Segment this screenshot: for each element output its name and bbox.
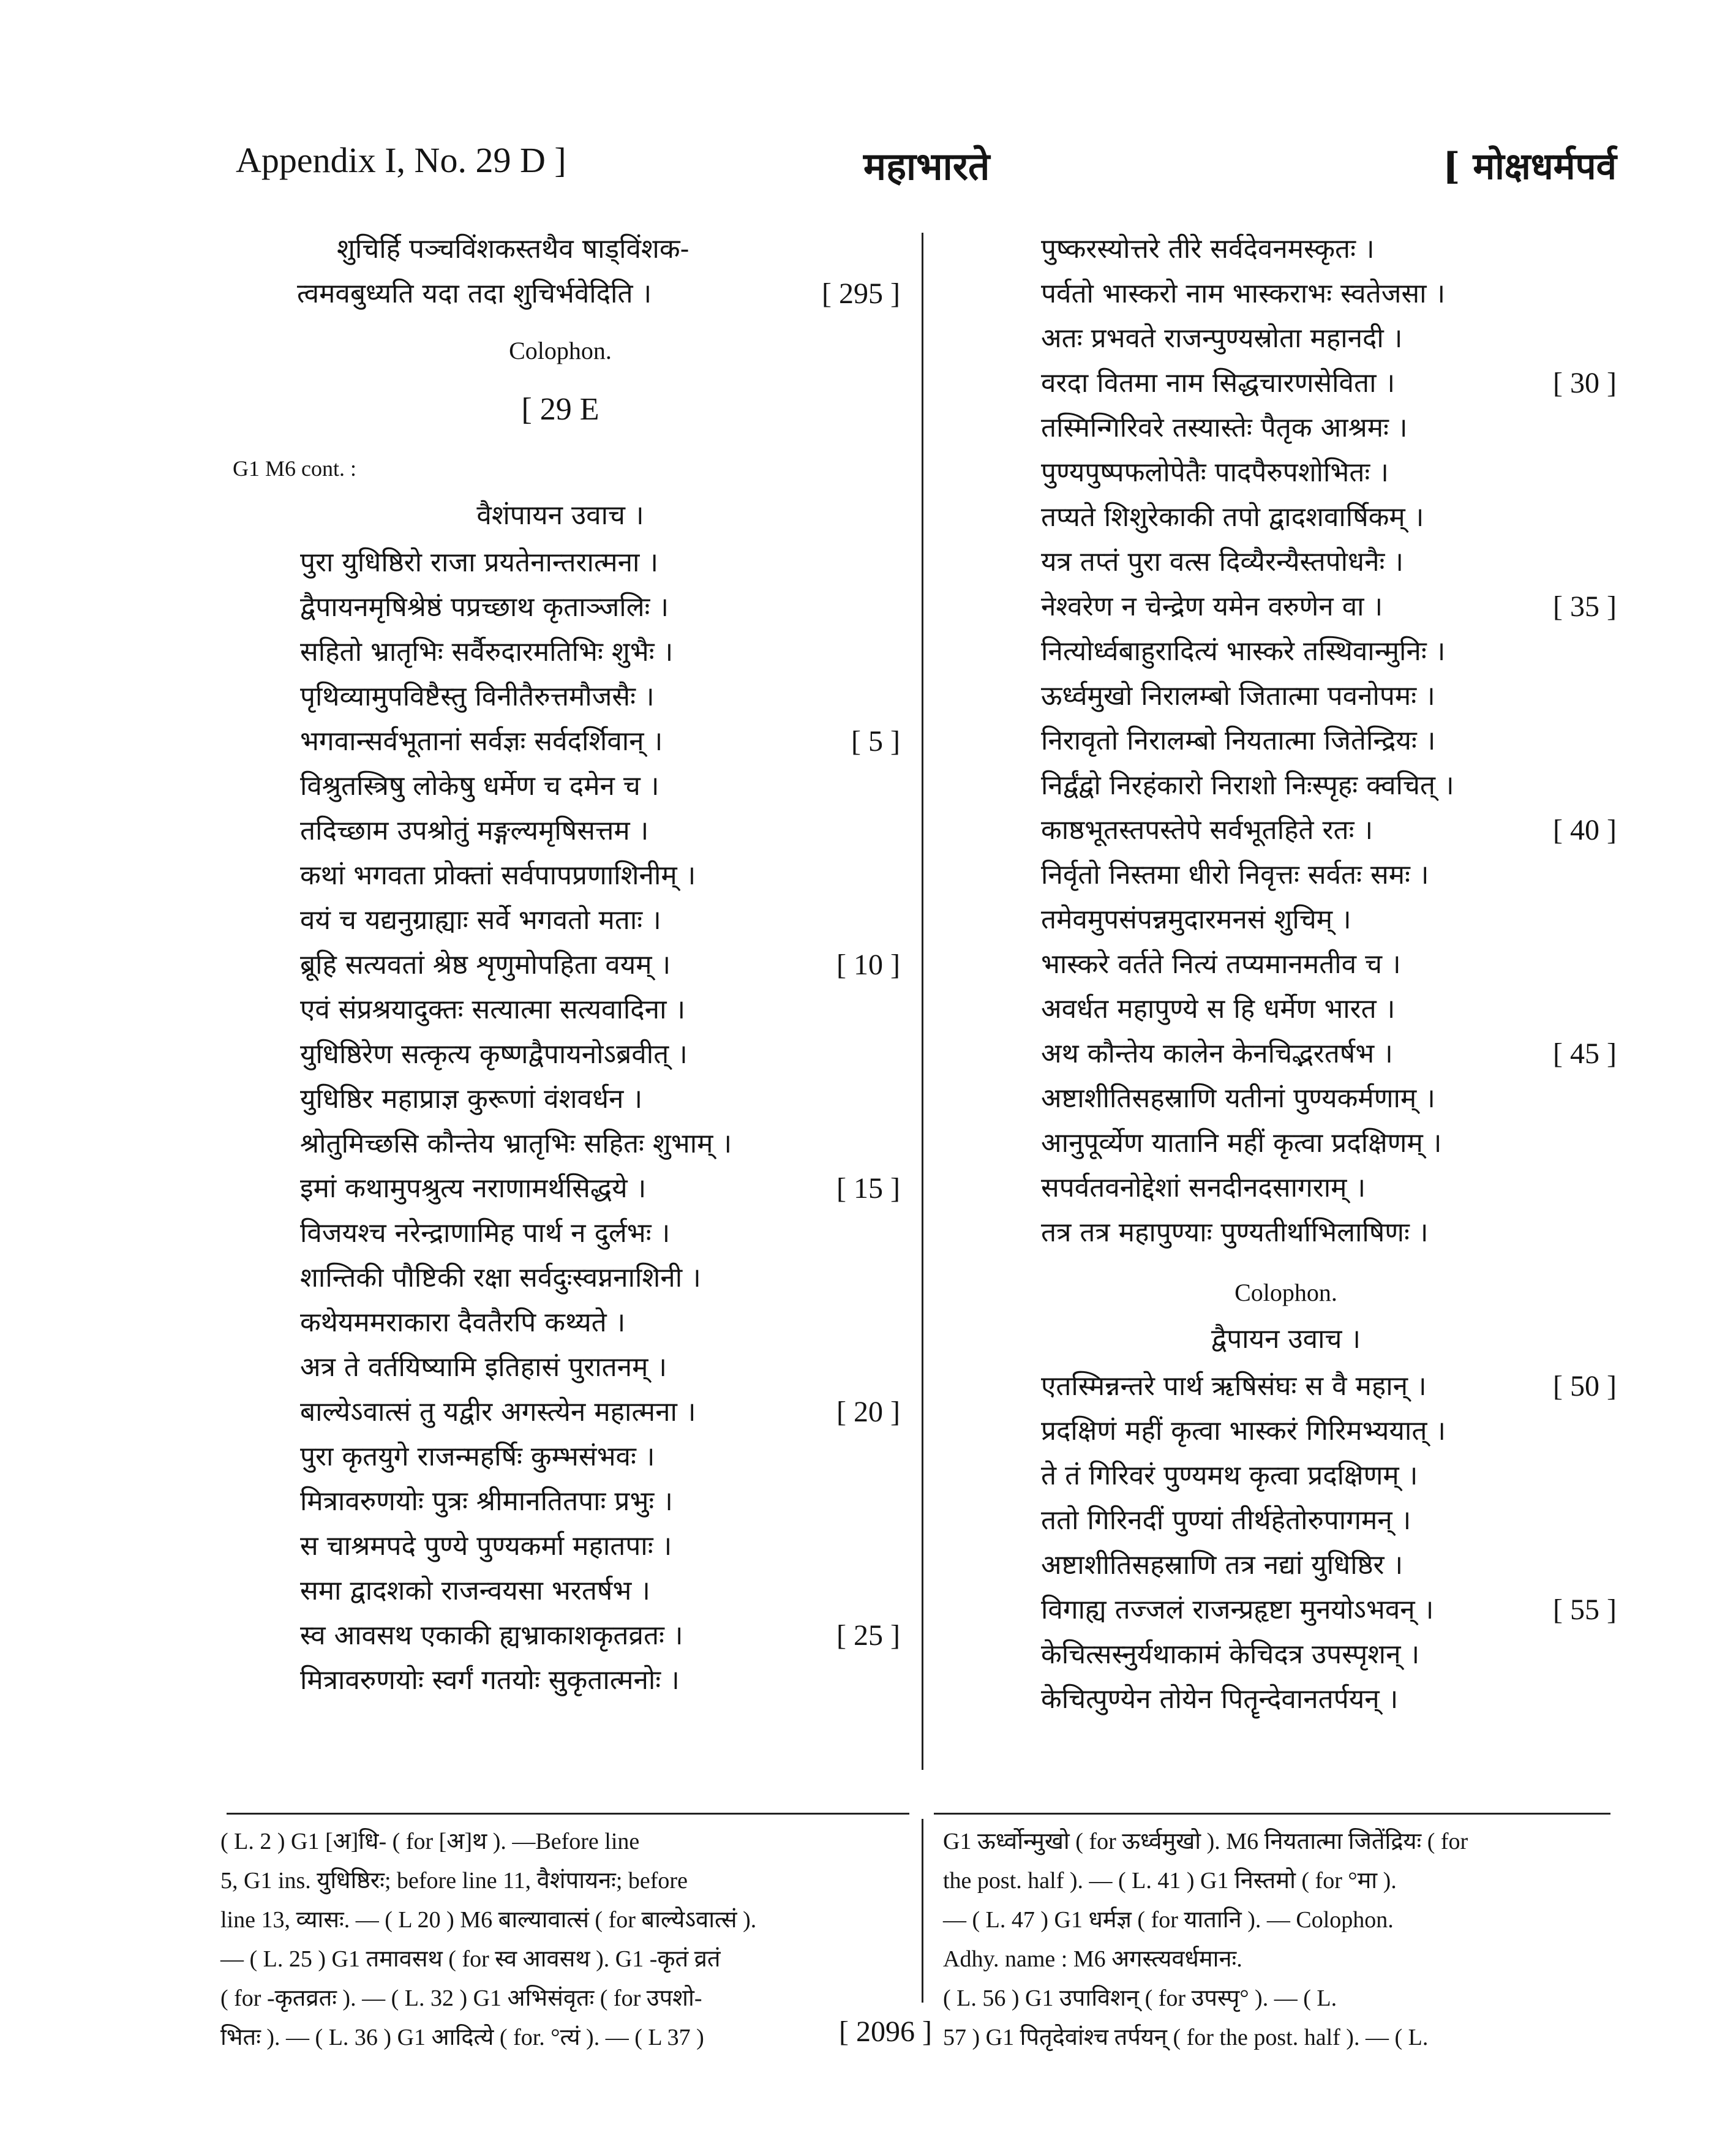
verse-line bbox=[220, 1479, 900, 1524]
verse-text: विजयश्च नरेन्द्राणामिह पार्थ न दुर्लभः । bbox=[300, 1217, 671, 1249]
verse-text: कथेयममराकारा दैवतैरपि कथ्यते । bbox=[300, 1307, 626, 1338]
verse-line bbox=[220, 1121, 900, 1166]
verse-number: [ 55 ] bbox=[1553, 1594, 1617, 1626]
footnote-line: — ( L. 47 ) G1 धर्मज्ञ ( for यातानि ). — Colophon. bbox=[943, 1907, 1394, 1933]
verse-text: अत्र ते वर्तयिष्यामि इतिहासं पुरातनम् । bbox=[300, 1352, 667, 1383]
colophon-label: Colophon. bbox=[1234, 1279, 1337, 1306]
verse-line bbox=[955, 227, 1617, 271]
verse-line bbox=[955, 1677, 1617, 1721]
header-title: महाभारते bbox=[863, 144, 990, 189]
verse-line bbox=[955, 1210, 1617, 1255]
footnote-line: ( L. 56 ) G1 उपाविशन् ( for उपस्पृ° ). — ( L. bbox=[943, 1985, 1337, 2011]
verse-line bbox=[220, 1434, 900, 1479]
verse-text: निरावृतो निरालम्बो नियतात्मा जितेन्द्रियः । bbox=[1041, 725, 1436, 756]
verse-line bbox=[955, 1031, 1617, 1076]
verse-number: [ 15 ] bbox=[836, 1172, 900, 1205]
verse-text: तदिच्छाम उपश्रोतुं मङ्गल्यमृषिसत्तम । bbox=[300, 815, 649, 846]
verse-text: भगवान्सर्वभूतानां सर्वज्ञः सर्वदर्शिवान् । bbox=[300, 726, 663, 757]
verse-text: स चाश्रमपदे पुण्ये पुण्यकर्मा महातपाः । bbox=[300, 1530, 672, 1562]
verse-line bbox=[955, 942, 1617, 987]
verse-text: तस्मिन्गिरिवरे तस्यास्तेः पैतृक आश्रमः । bbox=[1041, 412, 1408, 443]
verse-text: ऊर्ध्वमुखो निरालम्बो जितात्मा पवनोपमः । bbox=[1041, 680, 1435, 712]
footnotes-right bbox=[943, 1822, 1617, 2057]
footnote-line: line 13, व्यासः. — ( L 20 ) M6 बाल्यावात्सं ( for बाल्येऽवात्सं ). bbox=[220, 1907, 757, 1933]
verse-line bbox=[955, 808, 1617, 852]
verse-text: ब्रूहि सत्यवतां श्रेष्ठ शृणुमोपहिता वयम् । bbox=[300, 949, 671, 980]
verse-text: सहितो भ्रातृभिः सर्वैरुदारमतिभिः शुभैः । bbox=[300, 636, 674, 668]
verse-text: पुण्यपुष्पफलोपेतैः पादपैरुपशोभितः । bbox=[1041, 457, 1389, 488]
verse-text: द्वैपायनमृषिश्रेष्ठं पप्रच्छाथ कृताञ्जलिः । bbox=[300, 592, 669, 623]
verse-text: स्व आवसथ एकाकी ह्यभ्राकाशकृतव्रतः । bbox=[300, 1620, 683, 1651]
verse-line bbox=[220, 1568, 900, 1613]
verse-line bbox=[220, 1524, 900, 1568]
footnote-line: Adhy. name : M6 अगस्त्यवर्धमानः. bbox=[943, 1946, 1242, 1972]
verse-text: नेश्वरेण न चेन्द्रेण यमेन वरुणेन वा । bbox=[1041, 591, 1383, 622]
verse-line bbox=[955, 718, 1617, 763]
verse-text: समा द्वादशको राजन्वयसा भरतर्षभ । bbox=[300, 1575, 650, 1606]
verse-text: वयं च यद्यनुग्राह्याः सर्वे भगवतो मताः । bbox=[300, 905, 661, 936]
verse-text: बाल्येऽवात्सं तु यद्वीर अगस्त्येन महात्मना । bbox=[300, 1396, 696, 1428]
footnote-divider bbox=[922, 1819, 923, 2003]
verse-line bbox=[220, 719, 900, 764]
verse-line bbox=[955, 540, 1617, 584]
verse-line bbox=[220, 1390, 900, 1434]
verse-text: अष्टाशीतिसहस्राणि तत्र नद्यां युधिष्ठिर । bbox=[1041, 1549, 1403, 1581]
verse-text: युधिष्ठिर महाप्राज्ञ कुरूणां वंशवर्धन । bbox=[300, 1083, 643, 1115]
header-left: Appendix I, No. 29 D ] bbox=[236, 140, 566, 180]
verse-text: इमां कथामुपश्रुत्य नराणामर्थसिद्धये । bbox=[300, 1173, 647, 1204]
verse-line bbox=[220, 1613, 900, 1658]
verse-number: [ 50 ] bbox=[1553, 1370, 1617, 1402]
verse-line bbox=[955, 763, 1617, 808]
footnote-line: G1 ऊर्ध्वोन्मुखो ( for ऊर्ध्वमुखो ). M6 नियतात्मा जितेंद्रियः ( for bbox=[943, 1829, 1468, 1854]
verse-line bbox=[220, 271, 900, 316]
verse-line bbox=[220, 898, 900, 943]
verse-line bbox=[220, 1345, 900, 1390]
footnote-line: 5, G1 ins. युधिष्ठिरः; before line 11, वैशंपायनः; before bbox=[220, 1868, 688, 1894]
right-verse-list-2 bbox=[955, 1364, 1617, 1721]
verse-text: प्रदक्षिणं महीं कृत्वा भास्करं गिरिमभ्ययात् । bbox=[1041, 1415, 1446, 1447]
left-column bbox=[220, 227, 900, 1703]
speaker-heading: वैशंपायन उवाच । bbox=[476, 500, 644, 531]
footnote-line: ( for -कृतव्रतः ). — ( L. 32 ) G1 अभिसंवृतः ( for उपशो- bbox=[220, 1985, 702, 2011]
verse-line bbox=[955, 1409, 1617, 1453]
verse-line bbox=[955, 271, 1617, 316]
verse-line bbox=[220, 1077, 900, 1121]
verse-line bbox=[955, 316, 1617, 361]
verse-number: [ 35 ] bbox=[1553, 590, 1617, 623]
verse-text: सपर्वतवनोद्देशां सनदीनदसागराम् । bbox=[1041, 1172, 1366, 1203]
verse-text: शुचिर्हि पञ्चविंशकस्तथैव षाड्विंशक- bbox=[337, 233, 690, 265]
verse-line bbox=[955, 629, 1617, 674]
verse-text: एवं संप्रश्रयादुक्तः सत्यात्मा सत्यवादिना । bbox=[300, 994, 686, 1025]
verse-text: निर्वृतो निस्तमा धीरो निवृत्तः सर्वतः समः । bbox=[1041, 859, 1429, 890]
verse-line bbox=[220, 585, 900, 630]
verse-text: अष्टाशीतिसहस्राणि यतीनां पुण्यकर्मणाम् । bbox=[1041, 1083, 1435, 1114]
verse-text: विश्रुतस्त्रिषु लोकेषु धर्मेण च दमेन च । bbox=[300, 770, 659, 802]
verse-line bbox=[955, 584, 1617, 629]
verse-text: पुष्करस्योत्तरे तीरे सर्वदेवनमस्कृतः । bbox=[1041, 233, 1375, 265]
page-number: [ 2096 ] bbox=[839, 2015, 932, 2048]
verse-number: [ 25 ] bbox=[836, 1619, 900, 1652]
verse-text: नित्योर्ध्वबाहुरादित्यं भास्करे तस्थिवान्मुनिः । bbox=[1041, 636, 1446, 667]
right-column bbox=[955, 227, 1617, 1721]
verse-text: अतः प्रभवते राजन्पुण्यस्रोता महानदी । bbox=[1041, 323, 1403, 354]
verse-text: त्वमवबुध्यति यदा तदा शुचिर्भवेदिति । bbox=[297, 278, 652, 309]
verse-text: एतस्मिन्नन्तरे पार्थ ऋषिसंघः स वै महान् । bbox=[1041, 1371, 1427, 1402]
verse-text: अवर्धत महापुण्ये स हि धर्मेण भारत । bbox=[1041, 993, 1396, 1025]
verse-line bbox=[955, 450, 1617, 495]
verse-line bbox=[220, 943, 900, 987]
verse-text: तमेवमुपसंपन्नमुदारमनसं शुचिम् । bbox=[1041, 904, 1351, 935]
verse-line bbox=[955, 852, 1617, 897]
verse-number: [ 5 ] bbox=[851, 725, 900, 758]
verse-line bbox=[220, 1166, 900, 1211]
verse-text: विगाह्य तज्जलं राजन्प्रहृष्टा मुनयोऽभवन् । bbox=[1041, 1594, 1434, 1625]
verse-line bbox=[220, 808, 900, 853]
verse-text: ततो गिरिनदीं पुण्यां तीर्थहेतोरुपागमन् । bbox=[1041, 1505, 1411, 1536]
verse-line bbox=[955, 1587, 1617, 1632]
verse-line bbox=[955, 1364, 1617, 1409]
verse-line bbox=[220, 987, 900, 1032]
colophon-label: Colophon. bbox=[509, 337, 612, 364]
speaker-heading: द्वैपायन उवाच । bbox=[1211, 1323, 1361, 1355]
verse-number: [ 45 ] bbox=[1553, 1037, 1617, 1070]
verse-number: [ 40 ] bbox=[1553, 814, 1617, 846]
column-divider bbox=[922, 233, 923, 1770]
footnote-rule bbox=[934, 1813, 1610, 1815]
footnote-line: the post. half ). — ( L. 41 ) G1 निस्तमो ( for °मा ). bbox=[943, 1868, 1397, 1894]
footnote-line: ( L. 2 ) G1 [अ]धि- ( for [अ]थ ). —Before line bbox=[220, 1829, 640, 1854]
verse-text: शान्तिकी पौष्टिकी रक्षा सर्वदुःस्वप्ननाशिनी । bbox=[300, 1262, 701, 1293]
verse-number: [ 295 ] bbox=[822, 277, 900, 310]
verse-line bbox=[220, 1658, 900, 1703]
verse-text: काष्ठभूतस्तपस्तेपे सर्वभूतहिते रतः । bbox=[1041, 815, 1373, 846]
verse-text: श्रोतुमिच्छसि कौन्तेय भ्रातृभिः सहितः शुभाम् । bbox=[300, 1128, 732, 1159]
left-verse-list bbox=[220, 540, 900, 1703]
verse-line bbox=[220, 630, 900, 674]
verse-line bbox=[955, 361, 1617, 405]
verse-text: युधिष्ठिरेण सत्कृत्य कृष्णद्वैपायनोऽब्रवीत् । bbox=[300, 1039, 688, 1070]
verse-line bbox=[955, 1121, 1617, 1165]
footnote-line: भितः ). — ( L. 36 ) G1 आदित्ये ( for. °त्यं ). — ( L 37 ) bbox=[220, 2025, 704, 2050]
verse-text: निर्द्वंद्वो निरहंकारो निराशो निःस्पृहः क्वचित् । bbox=[1041, 770, 1454, 801]
verse-line bbox=[955, 1076, 1617, 1121]
verse-line bbox=[220, 227, 900, 271]
verse-text: ते तं गिरिवरं पुण्यमथ कृत्वा प्रदक्षिणम् । bbox=[1041, 1460, 1418, 1491]
verse-line bbox=[955, 1543, 1617, 1587]
verse-line bbox=[220, 764, 900, 808]
verse-text: कथां भगवता प्रोक्तां सर्वपापप्रणाशिनीम् । bbox=[300, 860, 696, 891]
verse-text: केचित्पुण्येन तोयेन पितॄन्देवानतर्पयन् । bbox=[1041, 1684, 1399, 1715]
verse-text: अथ कौन्तेय कालेन केनचिद्भरतर्षभ । bbox=[1041, 1038, 1393, 1069]
footnote-rule bbox=[227, 1813, 909, 1815]
verse-line bbox=[955, 1632, 1617, 1677]
manuscript-continuation: G1 M6 cont. : bbox=[233, 456, 356, 481]
header-right: [ मोक्षधर्मपर्व bbox=[1443, 145, 1617, 188]
verse-text: मित्रावरुणयोः पुत्रः श्रीमानतितपाः प्रभुः । bbox=[300, 1486, 673, 1517]
verse-text: मित्रावरुणयोः स्वर्गं गतयोः सुकृतात्मनोः । bbox=[300, 1665, 680, 1696]
verse-line bbox=[955, 1498, 1617, 1543]
verse-text: यत्र तप्तं पुरा वत्स दिव्यैरन्यैस्तपोधनैः । bbox=[1041, 546, 1404, 578]
verse-line bbox=[220, 674, 900, 719]
verse-line bbox=[955, 1453, 1617, 1498]
verse-number: [ 30 ] bbox=[1553, 367, 1617, 399]
verse-line bbox=[220, 853, 900, 898]
verse-text: पुरा कृतयुगे राजन्महर्षिः कुम्भसंभवः । bbox=[300, 1441, 655, 1472]
section-number: [ 29 E bbox=[521, 392, 599, 427]
verse-line bbox=[220, 540, 900, 585]
verse-line bbox=[955, 897, 1617, 942]
verse-number: [ 10 ] bbox=[836, 949, 900, 981]
verse-text: तत्र तत्र महापुण्याः पुण्यतीर्थाभिलाषिणः । bbox=[1041, 1217, 1429, 1248]
footnote-line: — ( L. 25 ) G1 तमावसथ ( for स्व आवसथ ). G1 -कृतं व्रतं bbox=[220, 1946, 721, 1972]
verse-line bbox=[220, 1032, 900, 1077]
verse-number: [ 20 ] bbox=[836, 1396, 900, 1428]
verse-text: पुरा युधिष्ठिरो राजा प्रयतेनान्तरात्मना । bbox=[300, 547, 659, 578]
verse-line bbox=[220, 1211, 900, 1255]
footnote-line: 57 ) G1 पितृदेवांश्च तर्पयन् ( for the post. half ). — ( L. bbox=[943, 2025, 1429, 2050]
verse-line bbox=[955, 1165, 1617, 1210]
verse-line bbox=[220, 1255, 900, 1300]
verse-text: पृथिव्यामुपविष्टैस्तु विनीतैरुत्तमौजसैः । bbox=[300, 681, 655, 712]
verse-text: वरदा वितमा नाम सिद्धचारणसेविता । bbox=[1041, 367, 1396, 399]
right-verse-list bbox=[955, 227, 1617, 1255]
verse-line bbox=[955, 405, 1617, 450]
verse-line bbox=[955, 674, 1617, 718]
verse-text: भास्करे वर्तते नित्यं तप्यमानमतीव च । bbox=[1041, 949, 1401, 980]
verse-line bbox=[220, 1300, 900, 1345]
verse-text: केचित्सस्नुर्यथाकामं केचिदत्र उपस्पृशन् । bbox=[1041, 1639, 1420, 1670]
footnotes-left bbox=[220, 1822, 906, 2057]
verse-text: तप्यते शिशुरेकाकी तपो द्वादशवार्षिकम् । bbox=[1041, 502, 1424, 533]
verse-line bbox=[955, 495, 1617, 540]
verse-text: आनुपूर्व्येण यातानि महीं कृत्वा प्रदक्षिणम् । bbox=[1041, 1127, 1442, 1159]
verse-text: पर्वतो भास्करो नाम भास्कराभः स्वतेजसा । bbox=[1041, 278, 1446, 309]
verse-line bbox=[955, 987, 1617, 1031]
